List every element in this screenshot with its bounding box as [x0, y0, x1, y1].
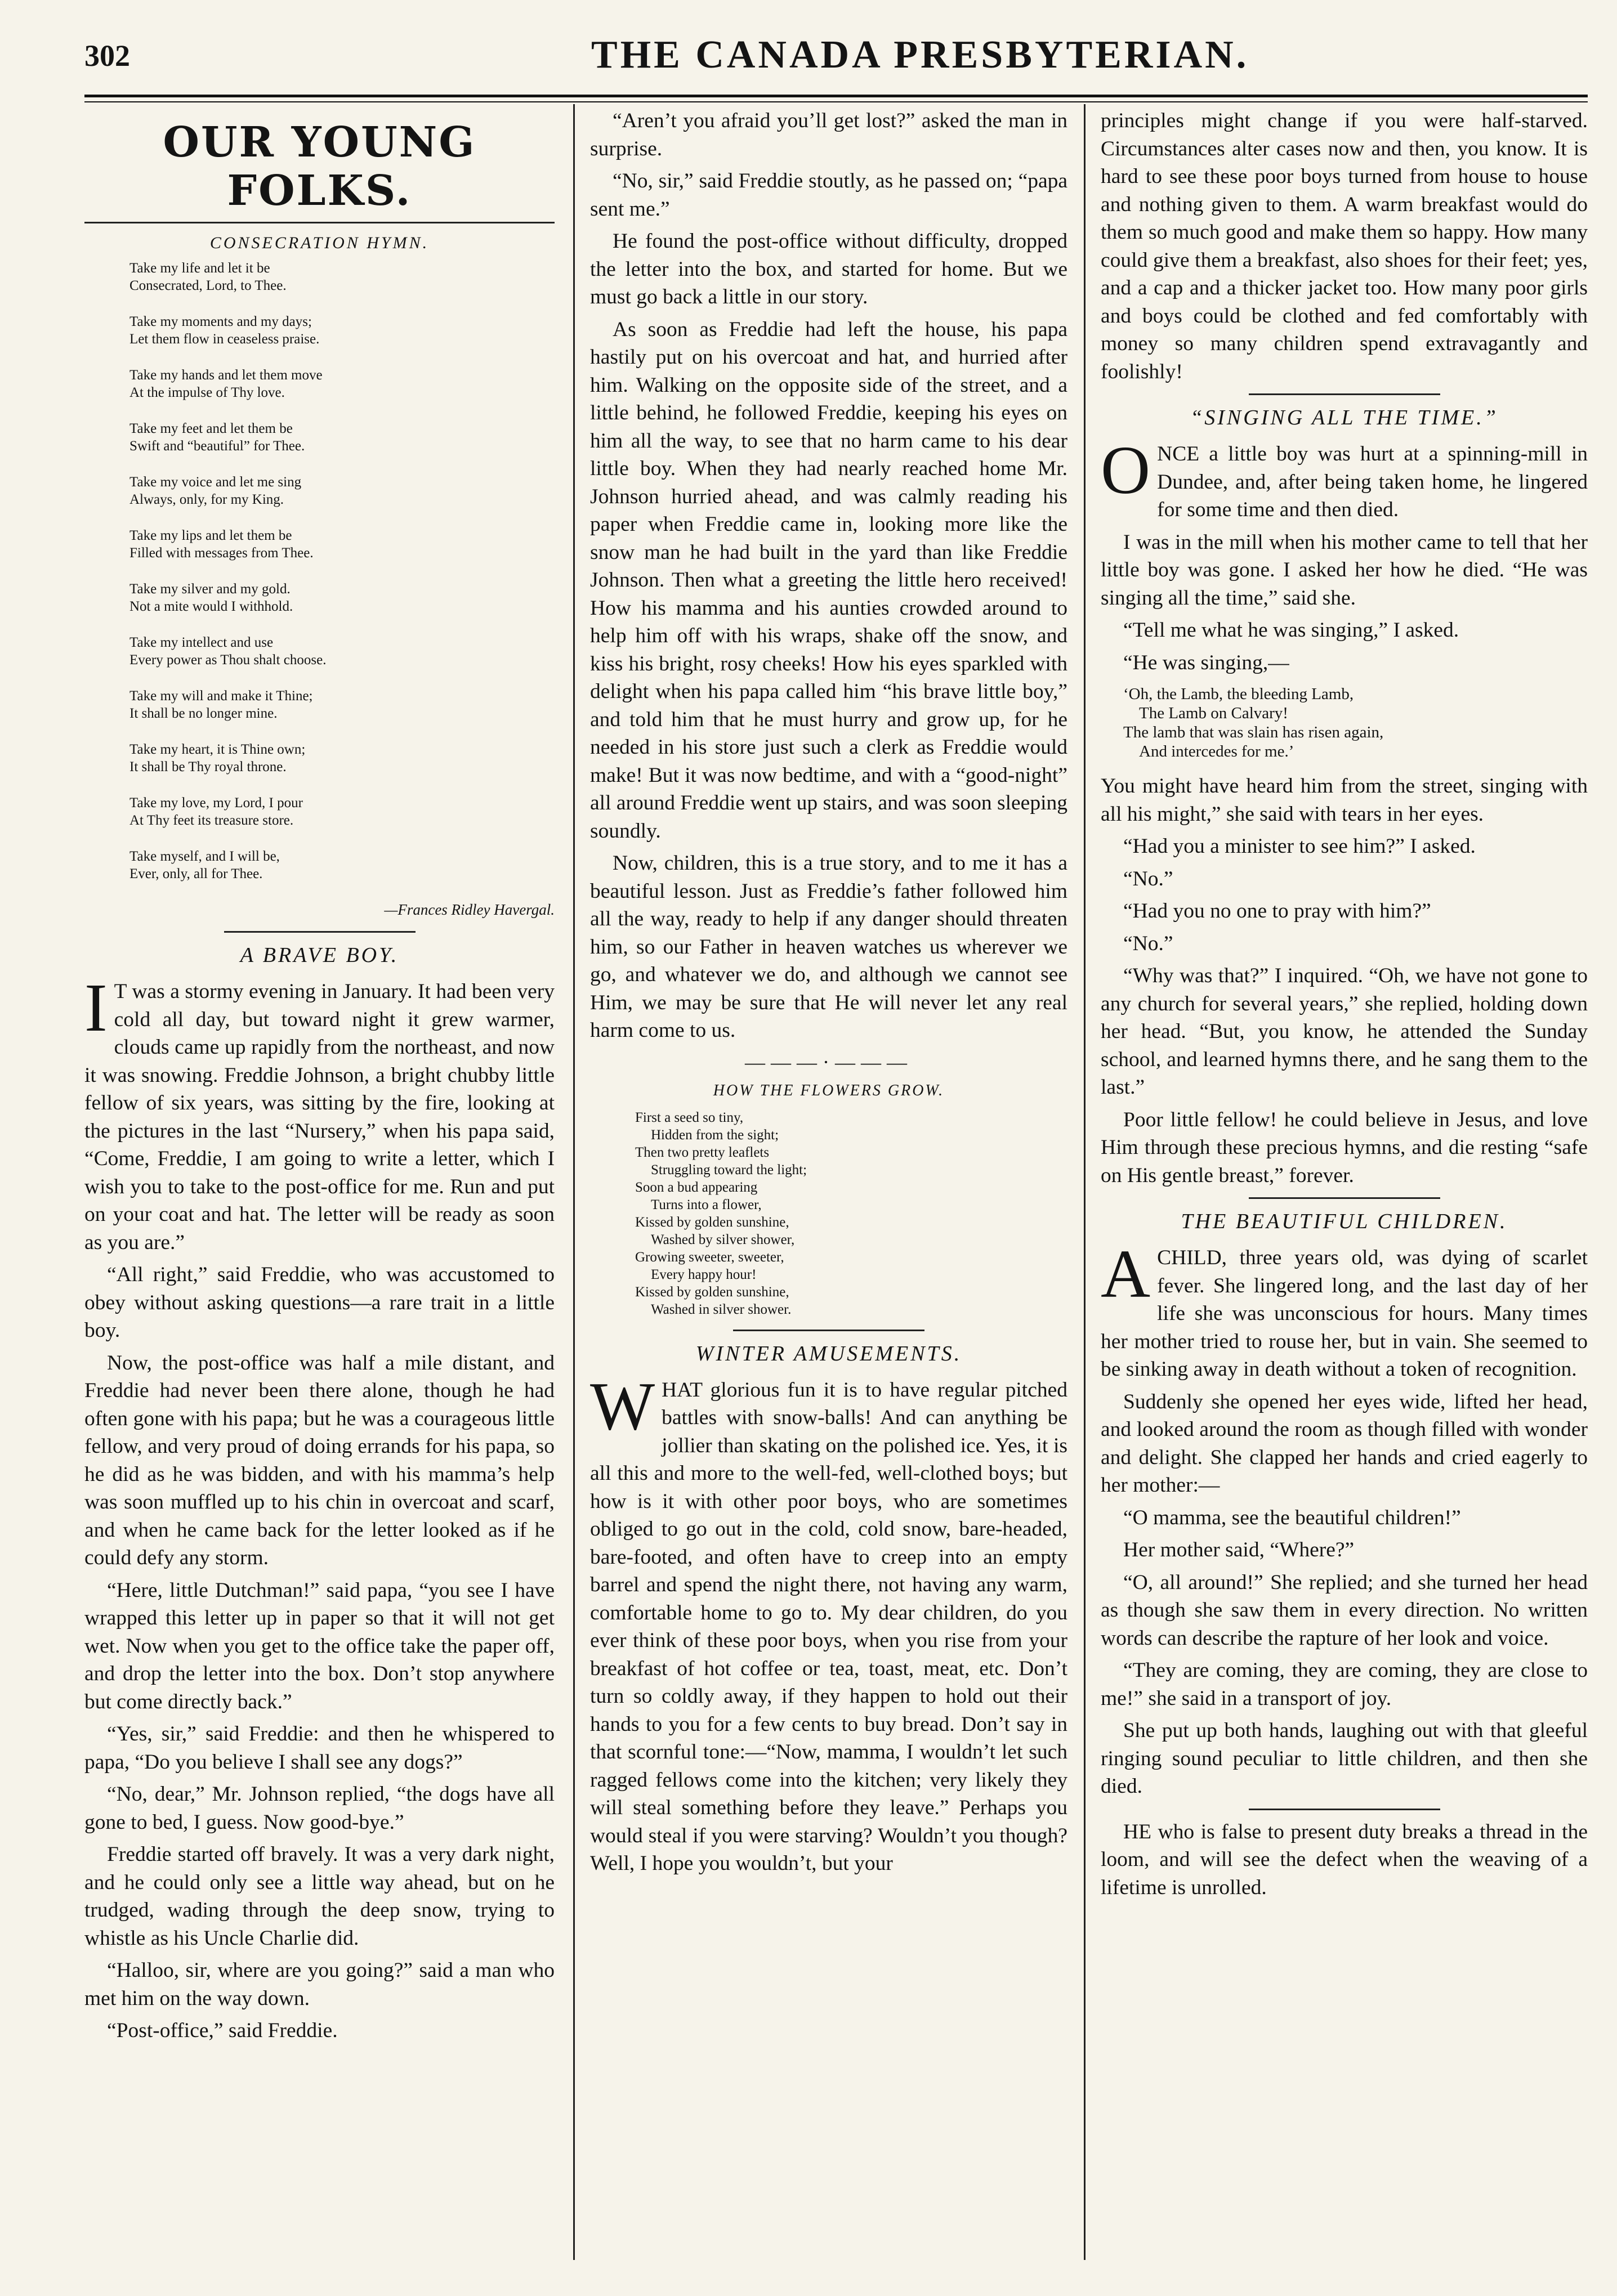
story-paragraph: Now, the post-office was half a mile distant, and Freddie had never been there alone, though he had often gone with his papa; but he was a courageous little fellow, and very proud of doing errands for his papa, so he did as he was bidden, and with his mamma’s help was soon muffled up to his chin in overcoat and scarf, and when he came back for the letter looked as if he could defy any storm.: [84, 1351, 555, 1569]
column-1: [84, 107, 555, 2049]
hymn-stanza: [129, 634, 555, 669]
poem-line: Take myself, and I will be,: [129, 849, 280, 864]
header-rule: [84, 95, 1588, 97]
poem-line: Every happy hour!: [651, 1266, 757, 1282]
poem-line: Take my will and make it Thine;: [129, 688, 313, 704]
story-title: A BRAVE BOY.: [240, 943, 399, 967]
poem-line: Take my heart, it is Thine own;: [129, 742, 306, 757]
singing-paragraph: ONCE a little boy was hurt at a spinning-mill in Dundee, and, after being taken home, he lingered for some time and then died.: [1101, 432, 1588, 521]
hymn-attribution: —Frances Ridley Havergal.: [384, 901, 555, 918]
story-paragraph: As soon as Freddie had left the house, his papa hastily put on his overcoat and hat, and hurried after him. Walking on the opposite side of the street, and a little behind, he followed Freddie, keeping his eyes on him all the way, to see that no harm came to his dear little boy. When they had nearly reached home Mr. Johnson hurried ahead, and was calmly reading his paper when Freddie came in, looking more like the snow man he had built in the yard than like Freddie Johnson. Then what a greeting the little hero received! How his mamma and his aunties crowded around to help him off with his wraps, shake off the snow, and kiss his bright, rosy cheeks! How his eyes sparkled with delight when his papa called him “his brave little boy,” and told him that he must hurry and grow up, for he needed in his store just such a clerk as Freddie would make! But it was now bedtime, and with a “good-night” all around Freddie went up stairs, and was soon sleeping soundly.: [590, 317, 1067, 843]
poem-line: Take my silver and my gold.: [129, 581, 291, 597]
hymn-stanza: [129, 366, 555, 401]
poem-line: Consecrated, Lord, to Thee.: [129, 278, 287, 293]
hymn-stanza: [129, 794, 555, 829]
poem-line: Turns into a flower,: [651, 1197, 762, 1212]
singing-paragraph: You might have heard him from the street, singing with all his might,” she said with tears in her eyes.: [1101, 775, 1588, 826]
poem-line: Not a mite would I withhold.: [129, 599, 293, 614]
poem-line: And intercedes for me.’: [1139, 742, 1294, 760]
poem-line: Washed in silver shower.: [651, 1301, 792, 1317]
poem-line: Soon a bud appearing: [635, 1179, 758, 1195]
singing-paragraph: “Tell me what he was singing,” I asked.: [1123, 619, 1459, 642]
hymn-stanza: [129, 527, 555, 562]
poem-line: Washed by silver shower,: [651, 1232, 795, 1247]
singing-paragraph: “No.”: [1123, 932, 1173, 955]
flowers-poem: [635, 1109, 1067, 1318]
story-paragraph: “No, sir,” said Freddie stoutly, as he passed on; “papa sent me.”: [590, 169, 1067, 221]
poem-line: Take my lips and let them be: [129, 528, 292, 543]
poem-line: Let them flow in ceaseless praise.: [129, 332, 320, 347]
page-number: 302: [84, 39, 130, 73]
story-paragraph: “Aren’t you afraid you’ll get lost?” asked the man in surprise.: [590, 109, 1067, 160]
poem-line: It shall be Thy royal throne.: [129, 759, 287, 775]
story-paragraph: “All right,” said Freddie, who was accustomed to obey without asking questions—a rare trait in a little boy.: [84, 1263, 555, 1342]
children-paragraph: Her mother said, “Where?”: [1123, 1538, 1355, 1561]
story-paragraph: “Yes, sir,” said Freddie: and then he whispered to papa, “Do you believe I shall see any dogs?”: [84, 1722, 555, 1774]
poem-line: Every power as Thou shalt choose.: [129, 652, 327, 668]
poem-line: Take my feet and let them be: [129, 421, 293, 436]
hymn-stanza: [129, 848, 555, 883]
poem-line: The Lamb on Calvary!: [1139, 704, 1288, 722]
drop-cap: A: [1101, 1236, 1151, 1312]
story-paragraph: He found the post-office without difficulty, dropped the letter into the box, and started for home. But we must go back a little in our story.: [590, 230, 1067, 308]
section-divider: [1249, 1809, 1440, 1810]
hymn-stanza: [129, 741, 555, 776]
poem-line: Take my life and let it be: [129, 261, 270, 276]
poem-line: ‘Oh, the Lamb, the bleeding Lamb,: [1123, 685, 1354, 703]
poem-line: Then two pretty leaflets: [635, 1144, 770, 1160]
poem-line: Struggling toward the light;: [651, 1162, 807, 1178]
masthead: THE CANADA PRESBYTERIAN.: [591, 33, 1249, 77]
flowers-title: HOW THE FLOWERS GROW.: [713, 1081, 945, 1099]
poem-line: The lamb that was slain has risen again,: [1123, 723, 1384, 741]
heading-rule: [84, 222, 555, 223]
hymn-stanza: [129, 259, 555, 294]
story-paragraph: Now, children, this is a true story, and to me it has a beautiful lesson. Just as Freddie’s father followed him all the way, ready to help if any danger should threaten him, so our Father in heaven watches us wherever we go, and whatever we do, and although we cannot see Him, we may be sure that He will never let any real harm come to us.: [590, 852, 1067, 1042]
children-paragraph: ACHILD, three years old, was dying of scarlet fever. She lingered long, and the last day of her life she was unconscious for hours. Many times her mother tried to rouse her, but in vain. She seemed to be sinking away in death without a token of recognition.: [1101, 1236, 1588, 1381]
singing-title: “SINGING ALL THE TIME.”: [1190, 406, 1498, 429]
hymn-stanza: [129, 687, 555, 722]
story-paragraph: Freddie started off bravely. It was a very dark night, and he could only see a little way ahead, but on he trudged, wading through the deep snow, trying to whistle as his Uncle Charlie did.: [84, 1843, 555, 1950]
story-body: [84, 970, 555, 2045]
page-header: [84, 28, 1588, 84]
column-divider: [573, 104, 575, 2260]
story-paragraph: “No, dear,” Mr. Johnson replied, “the dogs have all gone to bed, I guess. Now good-bye.”: [84, 1783, 555, 1834]
poem-line: Take my hands and let them move: [129, 368, 323, 383]
hymn-stanza: [129, 473, 555, 508]
drop-cap: I: [84, 970, 108, 1046]
column-3: [1101, 107, 1588, 1906]
winter-paragraph: WHAT glorious fun it is to have regular pitched battles with snow-balls! And can anything be jollier than skating on the polished ice. Yes, it is all this and more to the well-fed, well-clothed boys; but how is it with other poor boys, who are sometimes obliged to go out in the cold, cold snow, bare-headed, bare-footed, and often have to creep into an empty barrel and spend the night there, not having any warm, comfortable home to go to. My dear children, do you ever think of these poor boys, when you rise from your breakfast of hot coffee or tea, toast, meat, etc. Don’t turn so coldly away, if they happen to hold out their hands to you for a few cents to buy bread. Don’t say in that scornful tone:—“Now, mamma, I wouldn’t let such ragged fellows come into the kitchen; very likely they will steal something before they leave.” Perhaps you would steal if you were starving? Wouldn’t you though? Well, I hope you wouldn’t, but your: [590, 1368, 1067, 1875]
singing-paragraph: Poor little fellow! he could believe in Jesus, and love Him through these precious hymns, and die resting “safe on His gentle breast,” forever.: [1101, 1108, 1588, 1187]
poem-line: Take my intellect and use: [129, 635, 274, 650]
section-divider: [1249, 393, 1440, 395]
children-paragraph: “O mamma, see the beautiful children!”: [1123, 1506, 1461, 1529]
children-paragraph: She put up both hands, laughing out with that gleeful ringing sound peculiar to little children, and then she died.: [1101, 1719, 1588, 1798]
story-paragraph: “Post-office,” said Freddie.: [107, 2019, 338, 2042]
hymn-stanza: [129, 313, 555, 348]
singing-paragraph: “He was singing,—: [1123, 651, 1289, 674]
children-paragraph: Suddenly she opened her eyes wide, lifted her head, and looked around the room as though filled with wonder and delight. She clapped her hands and cried eagerly to her mother:—: [1101, 1390, 1588, 1497]
header-rule-thin: [84, 101, 1588, 102]
poem-line: At Thy feet its treasure store.: [129, 813, 294, 828]
children-title: THE BEAUTIFUL CHILDREN.: [1181, 1210, 1508, 1233]
poem-line: Swift and “beautiful” for Thee.: [129, 438, 305, 454]
section-divider: [733, 1330, 924, 1331]
section-divider: [224, 931, 416, 933]
children-paragraph: “O, all around!” She replied; and she turned her head as though she saw them in every direction. No written words can describe the rapture of her look and voice.: [1101, 1570, 1588, 1650]
singing-paragraph: “Why was that?” I inquired. “Oh, we have not gone to any church for several years,” she replied, holding down her head. “But, you know, he attended the Sunday school, and learned hymns there, and he sang them to the last.”: [1101, 964, 1588, 1099]
singing-paragraph: I was in the mill when his mother came to tell that her little boy was gone. I asked her how he died. “He was singing all the time,” said she.: [1101, 530, 1588, 610]
poem-line: Growing sweeter, sweeter,: [635, 1249, 784, 1265]
hymn-title: CONSECRATION HYMN.: [209, 234, 430, 252]
children-paragraph: “They are coming, they are coming, they are close to me!” she said in a transport of joy.: [1101, 1659, 1588, 1710]
closing-paragraph: HE who is false to present duty breaks a thread in the loom, and will see the defect when the weaving of a lifetime is unrolled.: [1101, 1820, 1588, 1899]
story-paragraph: I T was a stormy evening in January. It had been very cold all day, but toward night it grew warmer, clouds came up rapidly from the northeast, and now it was snowing. Freddie Johnson, a bright chubby little fellow of six years, was sitting by the fire, looking at the pictures in the last “Nursery,” when his papa said, “Come, Freddie, I am going to write a letter, which I wish you to take to the post-office for me. Run and put on your coat and hat. The letter will be ready as soon as you are.”: [84, 970, 555, 1254]
ornament-divider: ———·———: [745, 1050, 913, 1073]
poem-line: At the impulse of Thy love.: [129, 385, 285, 400]
winter-continued: principles might change if you were half-starved. Circumstances alter cases now and then, you know. It is hard to see these poor boys turned from house to house and nothing given to them. A warm breakfast would do them so much good and make them so happy. How many could give them a breakfast, also shoes for their feet; yes, and a cap and a thicker jacket too. How many poor girls and boys could be clothed and fed comfortably with money so many children spend extravagantly and foolishly!: [1101, 109, 1588, 383]
story-paragraph: “Halloo, sir, where are you going?” said a man who met him on the way down.: [84, 1959, 555, 2010]
poem-line: It shall be no longer mine.: [129, 706, 278, 721]
singing-paragraph: “Had you a minister to see him?” I asked.: [1123, 835, 1476, 858]
singing-verse: [1123, 684, 1588, 761]
drop-cap: W: [590, 1368, 655, 1444]
poem-line: Kissed by golden sunshine,: [635, 1284, 789, 1300]
section-heading: OUR YOUNG FOLKS.: [163, 118, 476, 215]
poem-line: Take my moments and my days;: [129, 314, 312, 329]
column-divider: [1084, 104, 1086, 2260]
hymn-stanza: [129, 580, 555, 615]
singing-paragraph: “Had you no one to pray with him?”: [1123, 899, 1431, 923]
singing-paragraph: “No.”: [1123, 867, 1173, 890]
hymn-stanza: [129, 420, 555, 455]
drop-cap: O: [1101, 432, 1151, 508]
poem-line: Take my love, my Lord, I pour: [129, 795, 303, 811]
poem-line: Take my voice and let me sing: [129, 475, 302, 490]
poem-line: Kissed by golden sunshine,: [635, 1214, 789, 1230]
section-divider: [1249, 1197, 1440, 1199]
poem-line: Filled with messages from Thee.: [129, 545, 314, 561]
poem-line: Ever, only, all for Thee.: [129, 866, 263, 881]
winter-title: WINTER AMUSEMENTS.: [695, 1341, 962, 1366]
poem-line: Hidden from the sight;: [651, 1127, 779, 1143]
column-2: [590, 107, 1067, 1882]
story-paragraph: “Here, little Dutchman!” said papa, “you see I have wrapped this letter up in paper so that it will not get wet. Now when you get to the office take the paper off, and drop the letter into the box. Don’t stop anywhere but come directly back.”: [84, 1578, 555, 1713]
poem-line: Always, only, for my King.: [129, 492, 284, 507]
hymn-poem: [129, 259, 555, 883]
poem-line: First a seed so tiny,: [635, 1109, 744, 1125]
